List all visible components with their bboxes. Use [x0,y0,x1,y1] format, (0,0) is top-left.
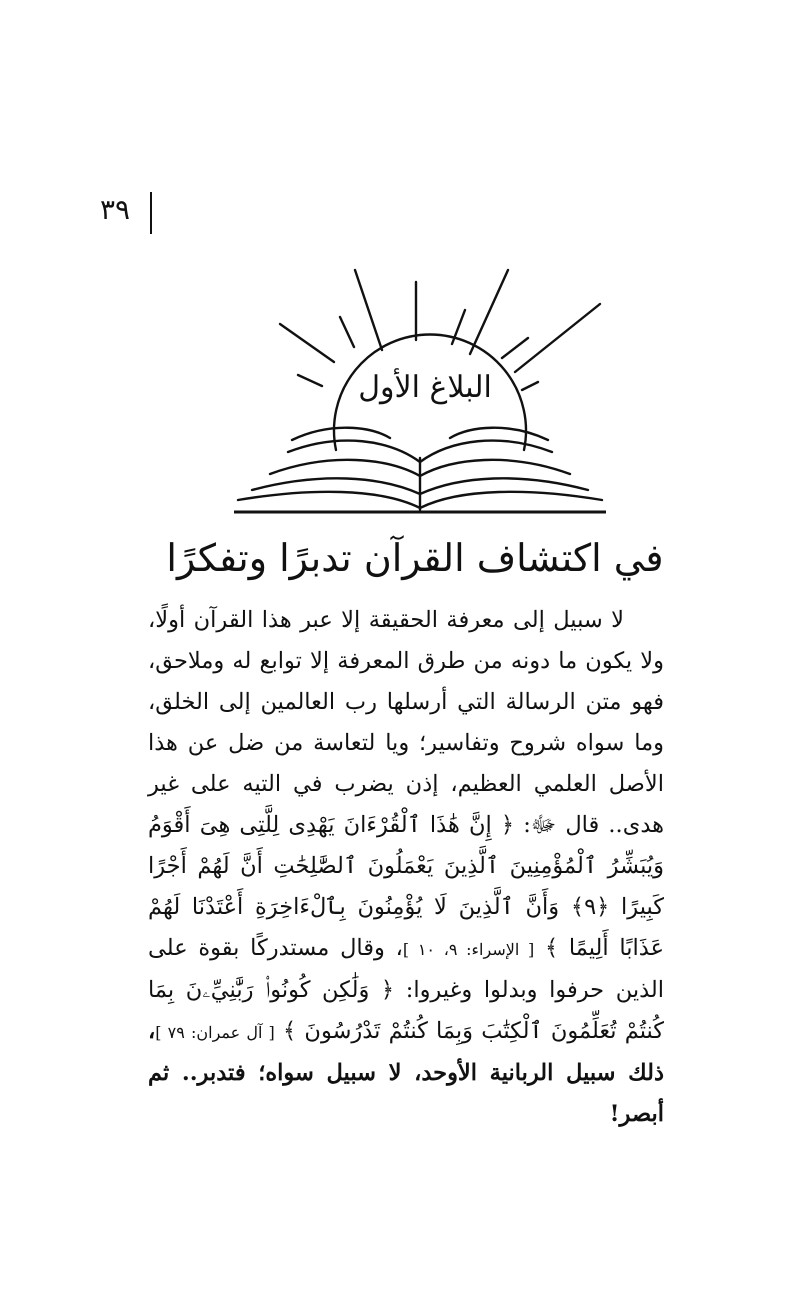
paragraph-conclusion: ، ذلك سبيل الربانية الأوحد، لا سبيل سواه؛ فتدبر.. ثم أبصر! [148,1018,664,1127]
verse-reference: [ آل عمران: ٧٩ ] [155,1023,275,1042]
chapter-subtitle: في اكتشاف القرآن تدبرًا وتفكرًا [166,536,664,580]
sun-ray [280,324,334,362]
sun-ray [502,338,528,358]
sun-ray [470,270,508,354]
sun-ray [522,382,538,390]
sun-ray [340,317,354,347]
sun-ray [355,270,382,350]
page-number: ٣٩ [100,193,131,226]
body-text [148,600,664,1135]
verse-reference: [ الإسراء: ٩، ١٠ ] [402,940,535,959]
paragraph-intro: لا سبيل إلى معرفة الحقيقة إلا عبر هذا القرآن أولًا، ولا يكون ما دونه من طرق المعرفة إلا توابع له وملاحق، فهو متن الرسالة التي أرسلها رب العالمين إلى الخلق، وما سواه شروح وتفاسير؛ ويا لتعاسة من ضل عن هذا الأصل العلمي العظيم، إذن يضرب في التيه على غير هدى.. قال ﷻ: [148,607,664,838]
emblem-title: البلاغ الأول [358,370,492,405]
sun-ray [298,375,322,386]
quran-verse: ﴿ إِنَّ هَٰذَا ٱلْقُرْءَانَ يَهْدِى لِلَّتِى هِىَ أَقْوَمُ وَيُبَشِّرُ ٱلْمُؤْمِنِينَ ٱلَّذِينَ يَعْمَلُونَ ٱلصَّٰلِحَٰتِ أَنَّ لَهُمْ أَجْرًا كَبِيرًا ﴿٩﴾ وَأَنَّ ٱلَّذِينَ لَا يُؤْمِنُونَ بِٱلْءَاخِرَةِ أَعْتَدْنَا لَهُمْ عَذَابًا أَلِيمًا ﴾ [148,812,665,961]
paragraph-middle: ، وقال مستدركًا بقوة على الذين حرفوا وبدلوا وغيروا: [148,935,665,1003]
paragraph [148,600,664,1135]
quran-verse: ﴿ وَلَٰكِن كُونُوا۟ رَبَّٰنِيِّۦنَ بِمَا كُنتُمْ تُعَلِّمُونَ ٱلْكِتَٰبَ وَبِمَا كُنتُمْ تَدْرُسُونَ ﴾ [148,977,665,1044]
page-number-divider [150,192,152,234]
